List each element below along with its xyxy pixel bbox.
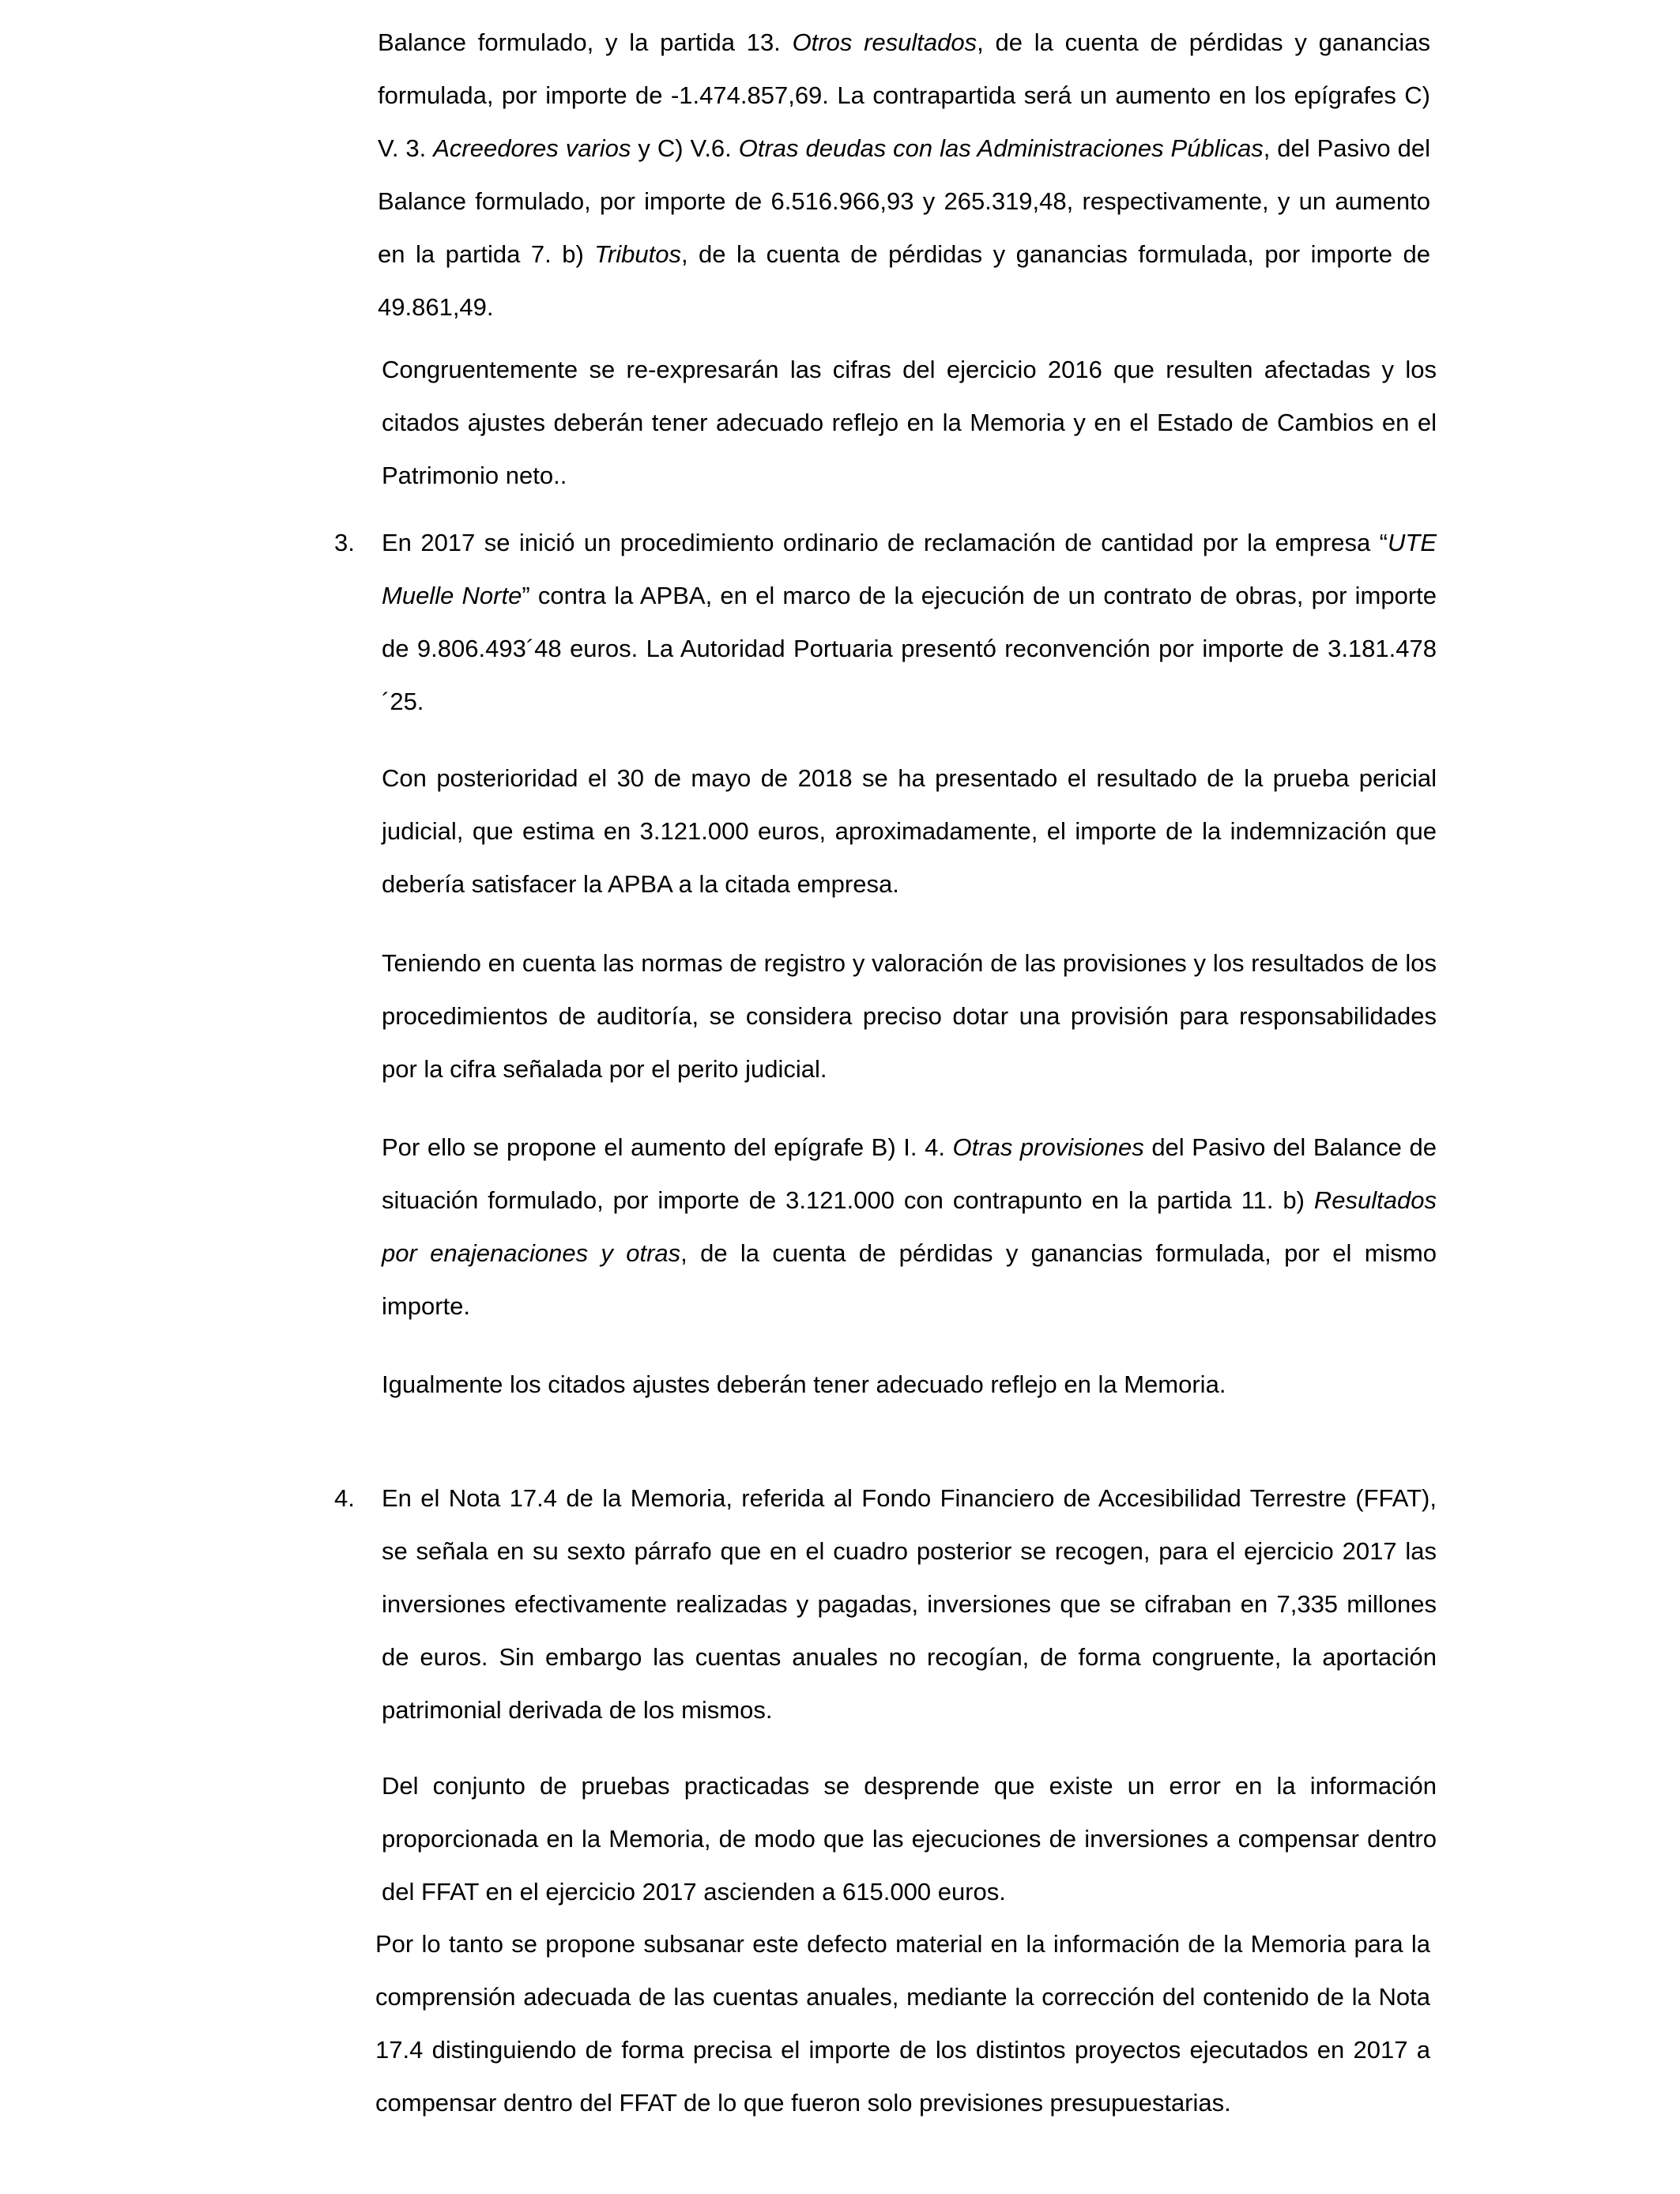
text-segment: ” contra la APBA, en el marco de la ejecución de un contrato de obras, por importe de 9.806.493´48 euros. La Autoridad Portuaria presentó reconvención por importe de 3.181.478´25. <box>382 582 1437 715</box>
paragraph-provision-rules: Teniendo en cuenta las normas de registro y valoración de las provisiones y los resultados de los procedimientos de auditoría, se considera preciso dotar una provisión para responsabilidades por la cifra señalada por el perito judicial. <box>382 949 1437 1083</box>
list-number-3: 3. <box>334 529 355 556</box>
italic-term-ute-muelle-norte: UTE Muelle Norte <box>382 529 1437 609</box>
text-segment: Balance formulado, y la partida 13. <box>378 28 793 56</box>
text-segment: Por ello se propone el aumento del epígrafe B) I. 4. <box>382 1133 953 1161</box>
paragraph-re-expression: Congruentemente se re-expresarán las cifras del ejercicio 2016 que resulten afectadas y los citados ajustes deberán tener adecuado reflejo en la Memoria y en el Estado de Cambios en el Patrimonio neto.. <box>382 356 1437 489</box>
text-segment: , de la cuenta de pérdidas y ganancias formulada, por importe de 49.861,49. <box>378 240 1430 321</box>
italic-term-resultados-enajenaciones: Resultados por enajenaciones y otras <box>382 1186 1437 1267</box>
paragraph-ute-muelle-norte <box>382 516 1437 728</box>
text-segment: , de la cuenta de pérdidas y ganancias formulada, por importe de -1.474.857,69. La contrapartida será un aumento en los epígrafes C) V. 3. <box>378 28 1430 162</box>
italic-term-otros-resultados: Otros resultados <box>792 28 977 56</box>
italic-term-acreedores-varios: Acreedores varios <box>433 134 631 162</box>
paragraph-expert-evidence: Con posterioridad el 30 de mayo de 2018 se ha presentado el resultado de la prueba pericial judicial, que estima en 3.121.000 euros, aproximadamente, el importe de la indemnización que debería satisfacer la APBA a la citada empresa. <box>382 764 1437 898</box>
text-segment: , del Pasivo del Balance formulado, por importe de 6.516.966,93 y 265.319,48, respectivamente, y un aumento en la partida 7. b) <box>378 134 1430 268</box>
paragraph-balance-adjustments <box>378 16 1430 334</box>
paragraph-memoria-reflection: Igualmente los citados ajustes deberán tener adecuado reflejo en la Memoria. <box>382 1370 1226 1398</box>
paragraph-ffat-error: Del conjunto de pruebas practicadas se desprende que existe un error en la información proporcionada en la Memoria, de modo que las ejecuciones de inversiones a compensar dentro del FFAT en el ejercicio 2017 ascienden a 615.000 euros. <box>382 1772 1437 1906</box>
italic-term-tributos: Tributos <box>594 240 681 268</box>
text-segment: , de la cuenta de pérdidas y ganancias formulada, por el mismo importe. <box>382 1239 1437 1320</box>
list-number-4: 4. <box>334 1484 355 1512</box>
italic-term-otras-deudas: Otras deudas con las Administraciones Públicas <box>738 134 1264 162</box>
paragraph-provision-proposal <box>382 1121 1437 1333</box>
italic-term-otras-provisiones: Otras provisiones <box>952 1133 1144 1161</box>
paragraph-nota-17-4: En el Nota 17.4 de la Memoria, referida al Fondo Financiero de Accesibilidad Terrestre (FFAT), se señala en su sexto párrafo que en el cuadro posterior se recogen, para el ejercicio 2017 las inversiones efectivamente realizadas y pagadas, inversiones que se cifraban en 7,335 millones de euros. Sin embargo las cuentas anuales no recogían, de forma congruente, la aportación patrimonial derivada de los mismos. <box>382 1484 1437 1724</box>
paragraph-correction-proposal: Por lo tanto se propone subsanar este defecto material en la información de la Memoria para la comprensión adecuada de las cuentas anuales, mediante la corrección del contenido de la Nota 17.4 distinguiendo de forma precisa el importe de los distintos proyectos ejecutados en 2017 a compensar dentro del FFAT de lo que fueron solo previsiones presupuestarias. <box>375 1930 1430 2117</box>
text-segment: En 2017 se inició un procedimiento ordinario de reclamación de cantidad por la empresa “ <box>382 529 1388 556</box>
text-segment: del Pasivo del Balance de situación formulado, por importe de 3.121.000 con contrapunto en la partida 11. b) <box>382 1133 1437 1214</box>
text-segment: y C) V.6. <box>631 134 739 162</box>
